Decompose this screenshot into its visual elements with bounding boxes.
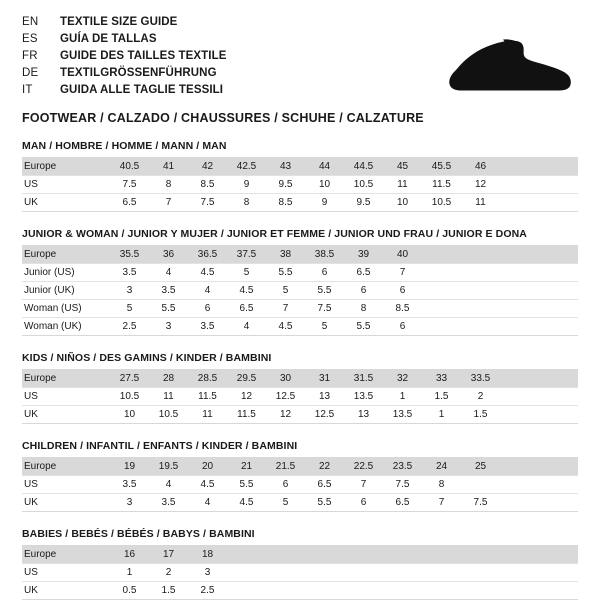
table-cell: 27.5 (110, 370, 149, 388)
table-cell: 8.5 (188, 176, 227, 194)
table-cell: 2.5 (188, 582, 227, 600)
row-label: Europe (22, 370, 110, 388)
section-title: CHILDREN / INFANTIL / ENFANTS / KINDER / BAMBINI (22, 440, 578, 458)
table-cell: 13.5 (383, 406, 422, 424)
table-cell (500, 176, 539, 194)
table-cell: 44.5 (344, 158, 383, 176)
table-cell: 21 (227, 458, 266, 476)
table-cell: 12 (266, 406, 305, 424)
table-row (22, 264, 578, 282)
table-cell: 5 (266, 494, 305, 512)
table-cell: 38 (266, 246, 305, 264)
table-cell: 12.5 (305, 406, 344, 424)
table-cell: 8.5 (383, 300, 422, 318)
table-cell (305, 546, 344, 564)
size-table (22, 158, 578, 212)
table-cell: 31.5 (344, 370, 383, 388)
table-cell (305, 582, 344, 600)
table-cell: 1 (110, 564, 149, 582)
size-section (22, 440, 578, 512)
table-cell: 1 (422, 406, 461, 424)
document-header (22, 14, 578, 125)
table-cell: 4.5 (266, 318, 305, 336)
table-cell (500, 582, 539, 600)
table-cell: 6.5 (383, 494, 422, 512)
table-cell: 6 (383, 318, 422, 336)
table-cell: 8 (227, 194, 266, 212)
table-cell: 6 (188, 300, 227, 318)
table-cell (500, 194, 539, 212)
table-cell: 5 (266, 282, 305, 300)
table-cell: 11 (461, 194, 500, 212)
table-cell: 18 (188, 546, 227, 564)
table-cell (539, 264, 578, 282)
table-row (22, 370, 578, 388)
table-cell: 5.5 (227, 476, 266, 494)
footwear-subtitle: FOOTWEAR / CALZADO / CHAUSSURES / SCHUHE / CALZATURE (22, 111, 424, 125)
row-label: Europe (22, 546, 110, 564)
table-cell: 43 (266, 158, 305, 176)
table-row (22, 546, 578, 564)
table-cell: 11.5 (422, 176, 461, 194)
language-code: FR (22, 50, 38, 62)
table-row (22, 388, 578, 406)
table-cell: 4 (149, 264, 188, 282)
table-cell: 12.5 (266, 388, 305, 406)
table-cell: 3.5 (149, 282, 188, 300)
table-cell (461, 300, 500, 318)
table-cell (227, 546, 266, 564)
table-cell: 11 (149, 388, 188, 406)
table-cell (539, 282, 578, 300)
table-row (22, 494, 578, 512)
table-cell: 1.5 (149, 582, 188, 600)
table-cell (422, 582, 461, 600)
table-cell: 6 (383, 282, 422, 300)
table-cell: 0.5 (110, 582, 149, 600)
table-cell: 8 (149, 176, 188, 194)
table-cell: 5 (305, 318, 344, 336)
table-cell (344, 564, 383, 582)
language-code: ES (22, 33, 38, 45)
table-cell (539, 546, 578, 564)
table-cell (422, 264, 461, 282)
language-title: GUÍA DE TALLAS (60, 33, 157, 45)
table-cell (422, 546, 461, 564)
table-cell: 11 (383, 176, 422, 194)
table-cell (539, 158, 578, 176)
language-title: GUIDE DES TAILLES TEXTILE (60, 50, 227, 62)
table-cell (383, 546, 422, 564)
table-cell: 5.5 (266, 264, 305, 282)
table-cell: 4.5 (188, 264, 227, 282)
table-cell: 35.5 (110, 246, 149, 264)
size-section (22, 352, 578, 424)
table-cell: 5 (110, 300, 149, 318)
row-label: Europe (22, 158, 110, 176)
section-title: JUNIOR & WOMAN / JUNIOR Y MUJER / JUNIOR ET FEMME / JUNIOR UND FRAU / JUNIOR E DONA (22, 228, 578, 246)
table-cell: 11 (188, 406, 227, 424)
table-cell (539, 246, 578, 264)
table-cell: 13 (305, 388, 344, 406)
table-cell: 10.5 (422, 194, 461, 212)
table-cell: 32 (383, 370, 422, 388)
table-cell: 2 (149, 564, 188, 582)
table-cell: 7 (344, 476, 383, 494)
table-cell (500, 564, 539, 582)
table-cell (500, 282, 539, 300)
language-title: TEXTILE SIZE GUIDE (60, 16, 178, 28)
table-cell (500, 318, 539, 336)
table-cell: 5.5 (305, 494, 344, 512)
size-table (22, 246, 578, 336)
table-cell: 17 (149, 546, 188, 564)
table-cell: 7.5 (110, 176, 149, 194)
table-row (22, 158, 578, 176)
table-cell: 29.5 (227, 370, 266, 388)
table-cell: 1.5 (461, 406, 500, 424)
table-row (22, 406, 578, 424)
table-cell: 6.5 (344, 264, 383, 282)
table-cell: 31 (305, 370, 344, 388)
table-cell: 3 (110, 494, 149, 512)
table-cell: 7 (422, 494, 461, 512)
table-cell (500, 406, 539, 424)
table-cell: 40.5 (110, 158, 149, 176)
table-cell (305, 564, 344, 582)
language-title: TEXTILGRÖSSENFÜHRUNG (60, 67, 217, 79)
row-label: Woman (US) (22, 300, 110, 318)
table-cell (383, 564, 422, 582)
table-cell: 10 (383, 194, 422, 212)
table-cell: 6 (266, 476, 305, 494)
table-cell: 45.5 (422, 158, 461, 176)
table-cell: 46 (461, 158, 500, 176)
table-cell: 12 (227, 388, 266, 406)
size-section (22, 528, 578, 600)
table-cell: 5 (227, 264, 266, 282)
table-cell (461, 564, 500, 582)
table-cell (500, 458, 539, 476)
row-label: Junior (US) (22, 264, 110, 282)
table-cell (461, 282, 500, 300)
table-row (22, 458, 578, 476)
table-cell: 7.5 (383, 476, 422, 494)
row-label: Europe (22, 246, 110, 264)
table-cell: 9.5 (344, 194, 383, 212)
table-cell (539, 318, 578, 336)
table-cell: 10.5 (149, 406, 188, 424)
table-cell: 5.5 (344, 318, 383, 336)
table-cell: 33 (422, 370, 461, 388)
language-code: DE (22, 67, 39, 79)
table-cell (422, 246, 461, 264)
size-section (22, 140, 578, 212)
table-cell: 3 (149, 318, 188, 336)
table-cell (539, 582, 578, 600)
table-cell (500, 494, 539, 512)
table-cell (500, 546, 539, 564)
table-cell (227, 582, 266, 600)
table-cell (422, 318, 461, 336)
table-cell (500, 264, 539, 282)
table-cell (500, 370, 539, 388)
table-cell: 44 (305, 158, 344, 176)
table-cell (500, 158, 539, 176)
table-cell (461, 246, 500, 264)
table-cell (344, 582, 383, 600)
table-row (22, 194, 578, 212)
table-cell (539, 194, 578, 212)
table-cell: 6.5 (227, 300, 266, 318)
table-cell (500, 388, 539, 406)
table-cell (500, 300, 539, 318)
table-cell: 10.5 (344, 176, 383, 194)
table-row (22, 318, 578, 336)
table-cell: 3 (188, 564, 227, 582)
table-cell: 13.5 (344, 388, 383, 406)
table-cell (539, 406, 578, 424)
table-cell: 2.5 (110, 318, 149, 336)
table-cell: 21.5 (266, 458, 305, 476)
table-cell (266, 546, 305, 564)
table-cell: 9 (305, 194, 344, 212)
table-cell: 4 (188, 282, 227, 300)
table-cell (227, 564, 266, 582)
table-cell (461, 318, 500, 336)
table-cell: 22 (305, 458, 344, 476)
table-cell: 8 (422, 476, 461, 494)
table-cell: 23.5 (383, 458, 422, 476)
table-cell (539, 458, 578, 476)
table-cell: 19.5 (149, 458, 188, 476)
table-cell: 12 (461, 176, 500, 194)
table-cell (266, 564, 305, 582)
row-label: Europe (22, 458, 110, 476)
language-code: IT (22, 84, 33, 96)
table-cell: 22.5 (344, 458, 383, 476)
table-cell: 7.5 (305, 300, 344, 318)
table-cell: 42.5 (227, 158, 266, 176)
table-cell: 11.5 (227, 406, 266, 424)
table-cell: 6.5 (110, 194, 149, 212)
table-cell: 11.5 (188, 388, 227, 406)
table-cell (539, 494, 578, 512)
table-cell: 4 (227, 318, 266, 336)
table-cell (422, 564, 461, 582)
table-cell: 38.5 (305, 246, 344, 264)
table-cell: 10 (305, 176, 344, 194)
size-table (22, 458, 578, 512)
table-cell: 41 (149, 158, 188, 176)
table-cell: 3.5 (110, 476, 149, 494)
table-cell: 30 (266, 370, 305, 388)
size-table (22, 546, 578, 600)
table-cell: 40 (383, 246, 422, 264)
table-cell: 42 (188, 158, 227, 176)
table-cell (539, 300, 578, 318)
table-cell: 4.5 (227, 494, 266, 512)
table-cell: 39 (344, 246, 383, 264)
table-cell: 36 (149, 246, 188, 264)
table-row (22, 176, 578, 194)
table-cell (539, 564, 578, 582)
table-cell: 7 (149, 194, 188, 212)
size-sections (22, 140, 578, 600)
row-label: UK (22, 582, 110, 600)
row-label: US (22, 564, 110, 582)
table-cell: 6 (344, 494, 383, 512)
section-title: KIDS / NIÑOS / DES GAMINS / KINDER / BAMBINI (22, 352, 578, 370)
table-cell (539, 388, 578, 406)
table-cell: 19 (110, 458, 149, 476)
row-label: US (22, 476, 110, 494)
table-cell: 28 (149, 370, 188, 388)
table-cell: 9.5 (266, 176, 305, 194)
table-cell: 6 (344, 282, 383, 300)
table-cell: 45 (383, 158, 422, 176)
section-title: MAN / HOMBRE / HOMME / MANN / MAN (22, 140, 578, 158)
table-cell: 3.5 (188, 318, 227, 336)
table-cell: 16 (110, 546, 149, 564)
table-row (22, 476, 578, 494)
size-table (22, 370, 578, 424)
table-cell (422, 300, 461, 318)
table-cell: 5.5 (305, 282, 344, 300)
table-cell: 33.5 (461, 370, 500, 388)
table-cell: 5.5 (149, 300, 188, 318)
table-row (22, 282, 578, 300)
table-cell: 8 (344, 300, 383, 318)
language-row (22, 14, 578, 31)
dress-shoe-icon (402, 30, 572, 102)
row-label: US (22, 176, 110, 194)
table-cell (461, 264, 500, 282)
table-cell (500, 246, 539, 264)
table-cell: 6 (305, 264, 344, 282)
table-cell: 20 (188, 458, 227, 476)
table-row (22, 246, 578, 264)
table-cell (383, 582, 422, 600)
language-code: EN (22, 16, 39, 28)
table-cell: 7.5 (461, 494, 500, 512)
table-cell (266, 582, 305, 600)
row-label: US (22, 388, 110, 406)
table-cell: 4 (188, 494, 227, 512)
table-cell: 8.5 (266, 194, 305, 212)
table-row (22, 582, 578, 600)
row-label: UK (22, 194, 110, 212)
table-cell: 7 (266, 300, 305, 318)
size-section (22, 228, 578, 336)
table-cell (461, 582, 500, 600)
table-cell: 24 (422, 458, 461, 476)
table-cell (461, 546, 500, 564)
table-cell: 10.5 (110, 388, 149, 406)
row-label: Junior (UK) (22, 282, 110, 300)
row-label: UK (22, 494, 110, 512)
section-title: BABIES / BEBÉS / BÉBÉS / BABYS / BAMBINI (22, 528, 578, 546)
table-cell: 13 (344, 406, 383, 424)
row-label: Woman (UK) (22, 318, 110, 336)
table-cell: 4.5 (227, 282, 266, 300)
table-cell: 25 (461, 458, 500, 476)
table-cell (461, 476, 500, 494)
table-cell: 37.5 (227, 246, 266, 264)
table-cell: 9 (227, 176, 266, 194)
table-cell (539, 176, 578, 194)
table-cell: 3 (110, 282, 149, 300)
table-row (22, 300, 578, 318)
table-cell: 36.5 (188, 246, 227, 264)
table-cell: 3.5 (110, 264, 149, 282)
table-cell (422, 282, 461, 300)
table-cell: 10 (110, 406, 149, 424)
row-label: UK (22, 406, 110, 424)
table-cell: 7.5 (188, 194, 227, 212)
table-cell: 4.5 (188, 476, 227, 494)
table-cell: 28.5 (188, 370, 227, 388)
table-row (22, 564, 578, 582)
table-cell (344, 546, 383, 564)
table-cell: 4 (149, 476, 188, 494)
table-cell: 1 (383, 388, 422, 406)
table-cell (539, 476, 578, 494)
table-cell: 1.5 (422, 388, 461, 406)
table-cell (500, 476, 539, 494)
table-cell: 7 (383, 264, 422, 282)
table-cell (539, 370, 578, 388)
language-title: GUIDA ALLE TAGLIE TESSILI (60, 84, 224, 96)
table-cell: 6.5 (305, 476, 344, 494)
table-cell: 2 (461, 388, 500, 406)
table-cell: 3.5 (149, 494, 188, 512)
